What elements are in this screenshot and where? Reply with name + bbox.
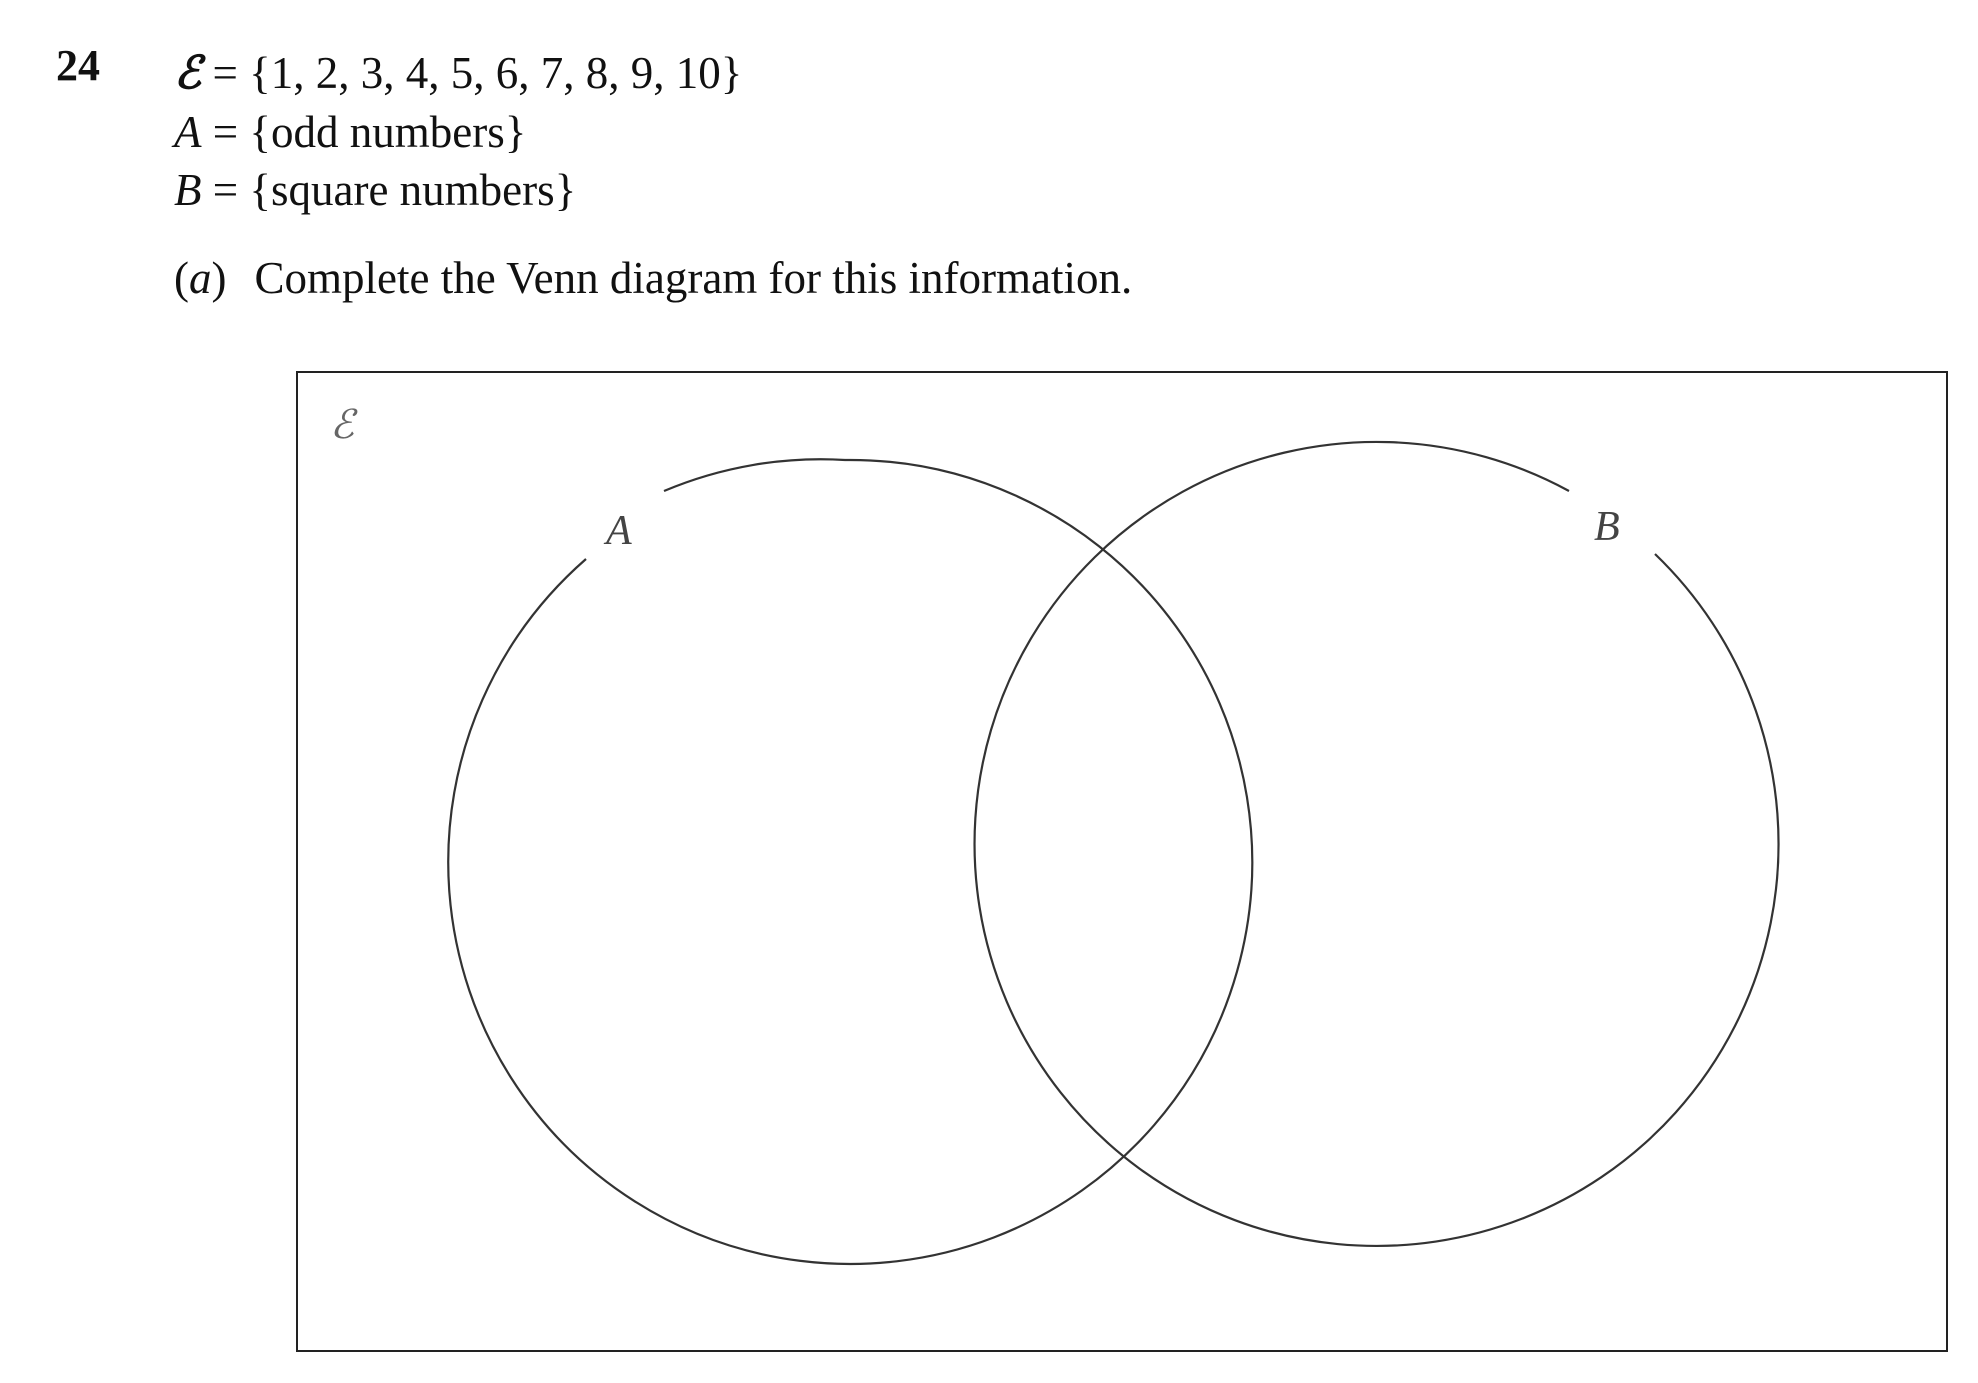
- set-a-definition: = {odd numbers}: [212, 107, 527, 157]
- part-a-label: (a): [174, 253, 227, 303]
- circle-a-label: A: [606, 508, 632, 554]
- universal-set-symbol: ℰ: [174, 46, 202, 99]
- set-b-symbol: B: [174, 165, 202, 215]
- universal-set-elements: = {1, 2, 3, 4, 5, 6, 7, 8, 9, 10}: [212, 48, 743, 98]
- venn-circle-b[interactable]: [975, 442, 1779, 1246]
- set-b-definition: = {square numbers}: [212, 165, 577, 215]
- universal-set-label: ℰ: [330, 402, 355, 448]
- part-a-instruction: Complete the Venn diagram for this information.: [254, 253, 1133, 303]
- circle-b-label: B: [1594, 504, 1620, 550]
- question-number: 24: [56, 41, 100, 90]
- set-a-symbol: A: [174, 107, 202, 157]
- venn-circle-a[interactable]: [448, 459, 1252, 1264]
